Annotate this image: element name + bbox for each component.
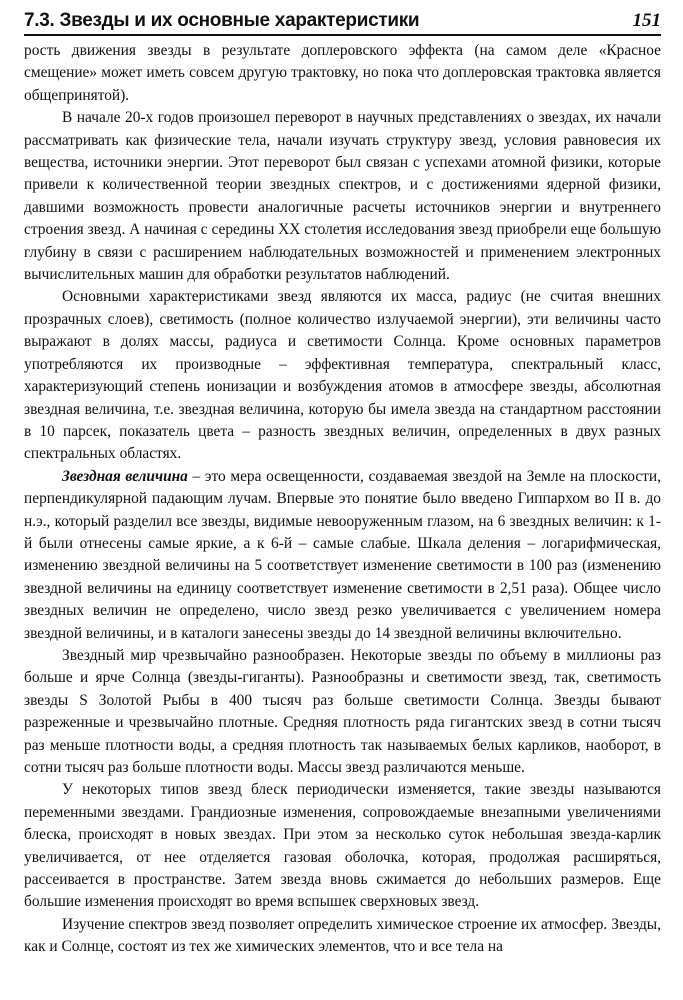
term-magnitude: Звездная величина xyxy=(62,467,188,485)
page-number: 151 xyxy=(632,10,661,31)
running-header xyxy=(24,6,661,36)
paragraph-variable-stars: У некоторых типов звезд блеск периодически изменяется, такие звезды называются переменными звездами. Грандиозные изменения, сопровождаемые внезапными увеличениями блеска, происходят в новых звездах. При этом за несколько суток небольшая звезда-карлик увеличивается, от нее отделяется газовая оболочка, которая, продолжая расширяться, рассеивается в пространстве. Затем звезда вновь сжимается до небольших размеров. Еще большие изменения происходят во время вспышек сверхновых звезд. xyxy=(24,781,661,911)
paragraph-diversity: Звездный мир чрезвычайно разнообразен. Некоторые звезды по объему в миллионы раз больше и ярче Солнца (звезды-гиганты). Разнообразны и светимости звезд, так, светимость звезды S Золотой Рыбы в 400 тысяч раз больше светимости Солнца. Звезды бывают разреженные и чрезвычайно плотные. Средняя плотность ряда гигантских звезд в сотни тысяч раз меньше плотности воды, а средняя плотность так называемых белых карликов, наоборот, в сотни тысяч раз больше плотности воды. Массы звезд различаются меньше. xyxy=(24,646,661,776)
paragraph-history: В начале 20-х годов произошел переворот в научных представлениях о звездах, их начали рассматривать как физические тела, начали изучать структуру звезд, условия равновесия их вещества, источники энергии. Этот переворот был связан с успехами атомной физики, которые привели к количественной теории звездных спектров, и с достижениями ядерной физики, давшими возможность провести аналогичные расчеты источников энергии и внутреннего строения звезд. А начиная с середины XX столетия исследования звезд приобрели еще большую глубину в связи с расширением наблюдательных возможностей и применением электронных вычислительных машин для обработки результатов наблюдений. xyxy=(24,109,661,284)
paragraph-continuation: рость движения звезды в результате доплеровского эффекта (на самом деле «Красное смещение» может иметь совсем другую трактовку, но пока что доплеровская трактовка является общепринятой). xyxy=(24,42,661,104)
paragraph-magnitude-text: – это мера освещенности, создаваемая звездой на Земле на плоскости, перпендикулярной падающим лучам. Впервые это понятие было введено Гиппархом во II в. до н.э., который разделил все звезды, видимые невооруженным глазом, на 6 звездных величин: к 1-й были отнесены самые яркие, а к 6-й – самые слабые. Шкала деления – логарифмическая, изменению звездной величины на 5 соответствует изменение светимости в 100 раз (изменению звездной величины на единицу соответствует изменение светимости в 2,51 раза). Общее число звездных величин не определено, число звезд резко увеличивается с увеличением номера звездной величины, и в каталоги занесены звезды до 14 звездной величины включительно. xyxy=(24,467,661,642)
body-text xyxy=(24,40,661,959)
paragraph-characteristics: Основными характеристиками звезд являются их масса, радиус (не считая внешних прозрачных слоев), светимость (полное количество излучаемой энергии), эти величины часто выражают в долях массы, радиуса и светимости Солнца. Кроме основных параметров употребляются их производные – эффективная температура, спектральный класс, характеризующий степень ионизации и возбуждения атомов в атмосфере звезды, абсолютная звездная величина, т.е. звездная величина, которую бы имела звезда на стандартном расстоянии в 10 парсек, показатель цвета – разность звездных величин, определенных в двух разных спектральных областях. xyxy=(24,288,661,463)
paragraph-spectra: Изучение спектров звезд позволяет определить химическое строение их атмосфер. Звезды, как и Солнце, состоят из тех же химических элементов, что и все тела на xyxy=(24,915,661,956)
section-title: 7.3. Звезды и их основные характеристики xyxy=(24,10,420,31)
paragraph-magnitude xyxy=(24,466,661,645)
